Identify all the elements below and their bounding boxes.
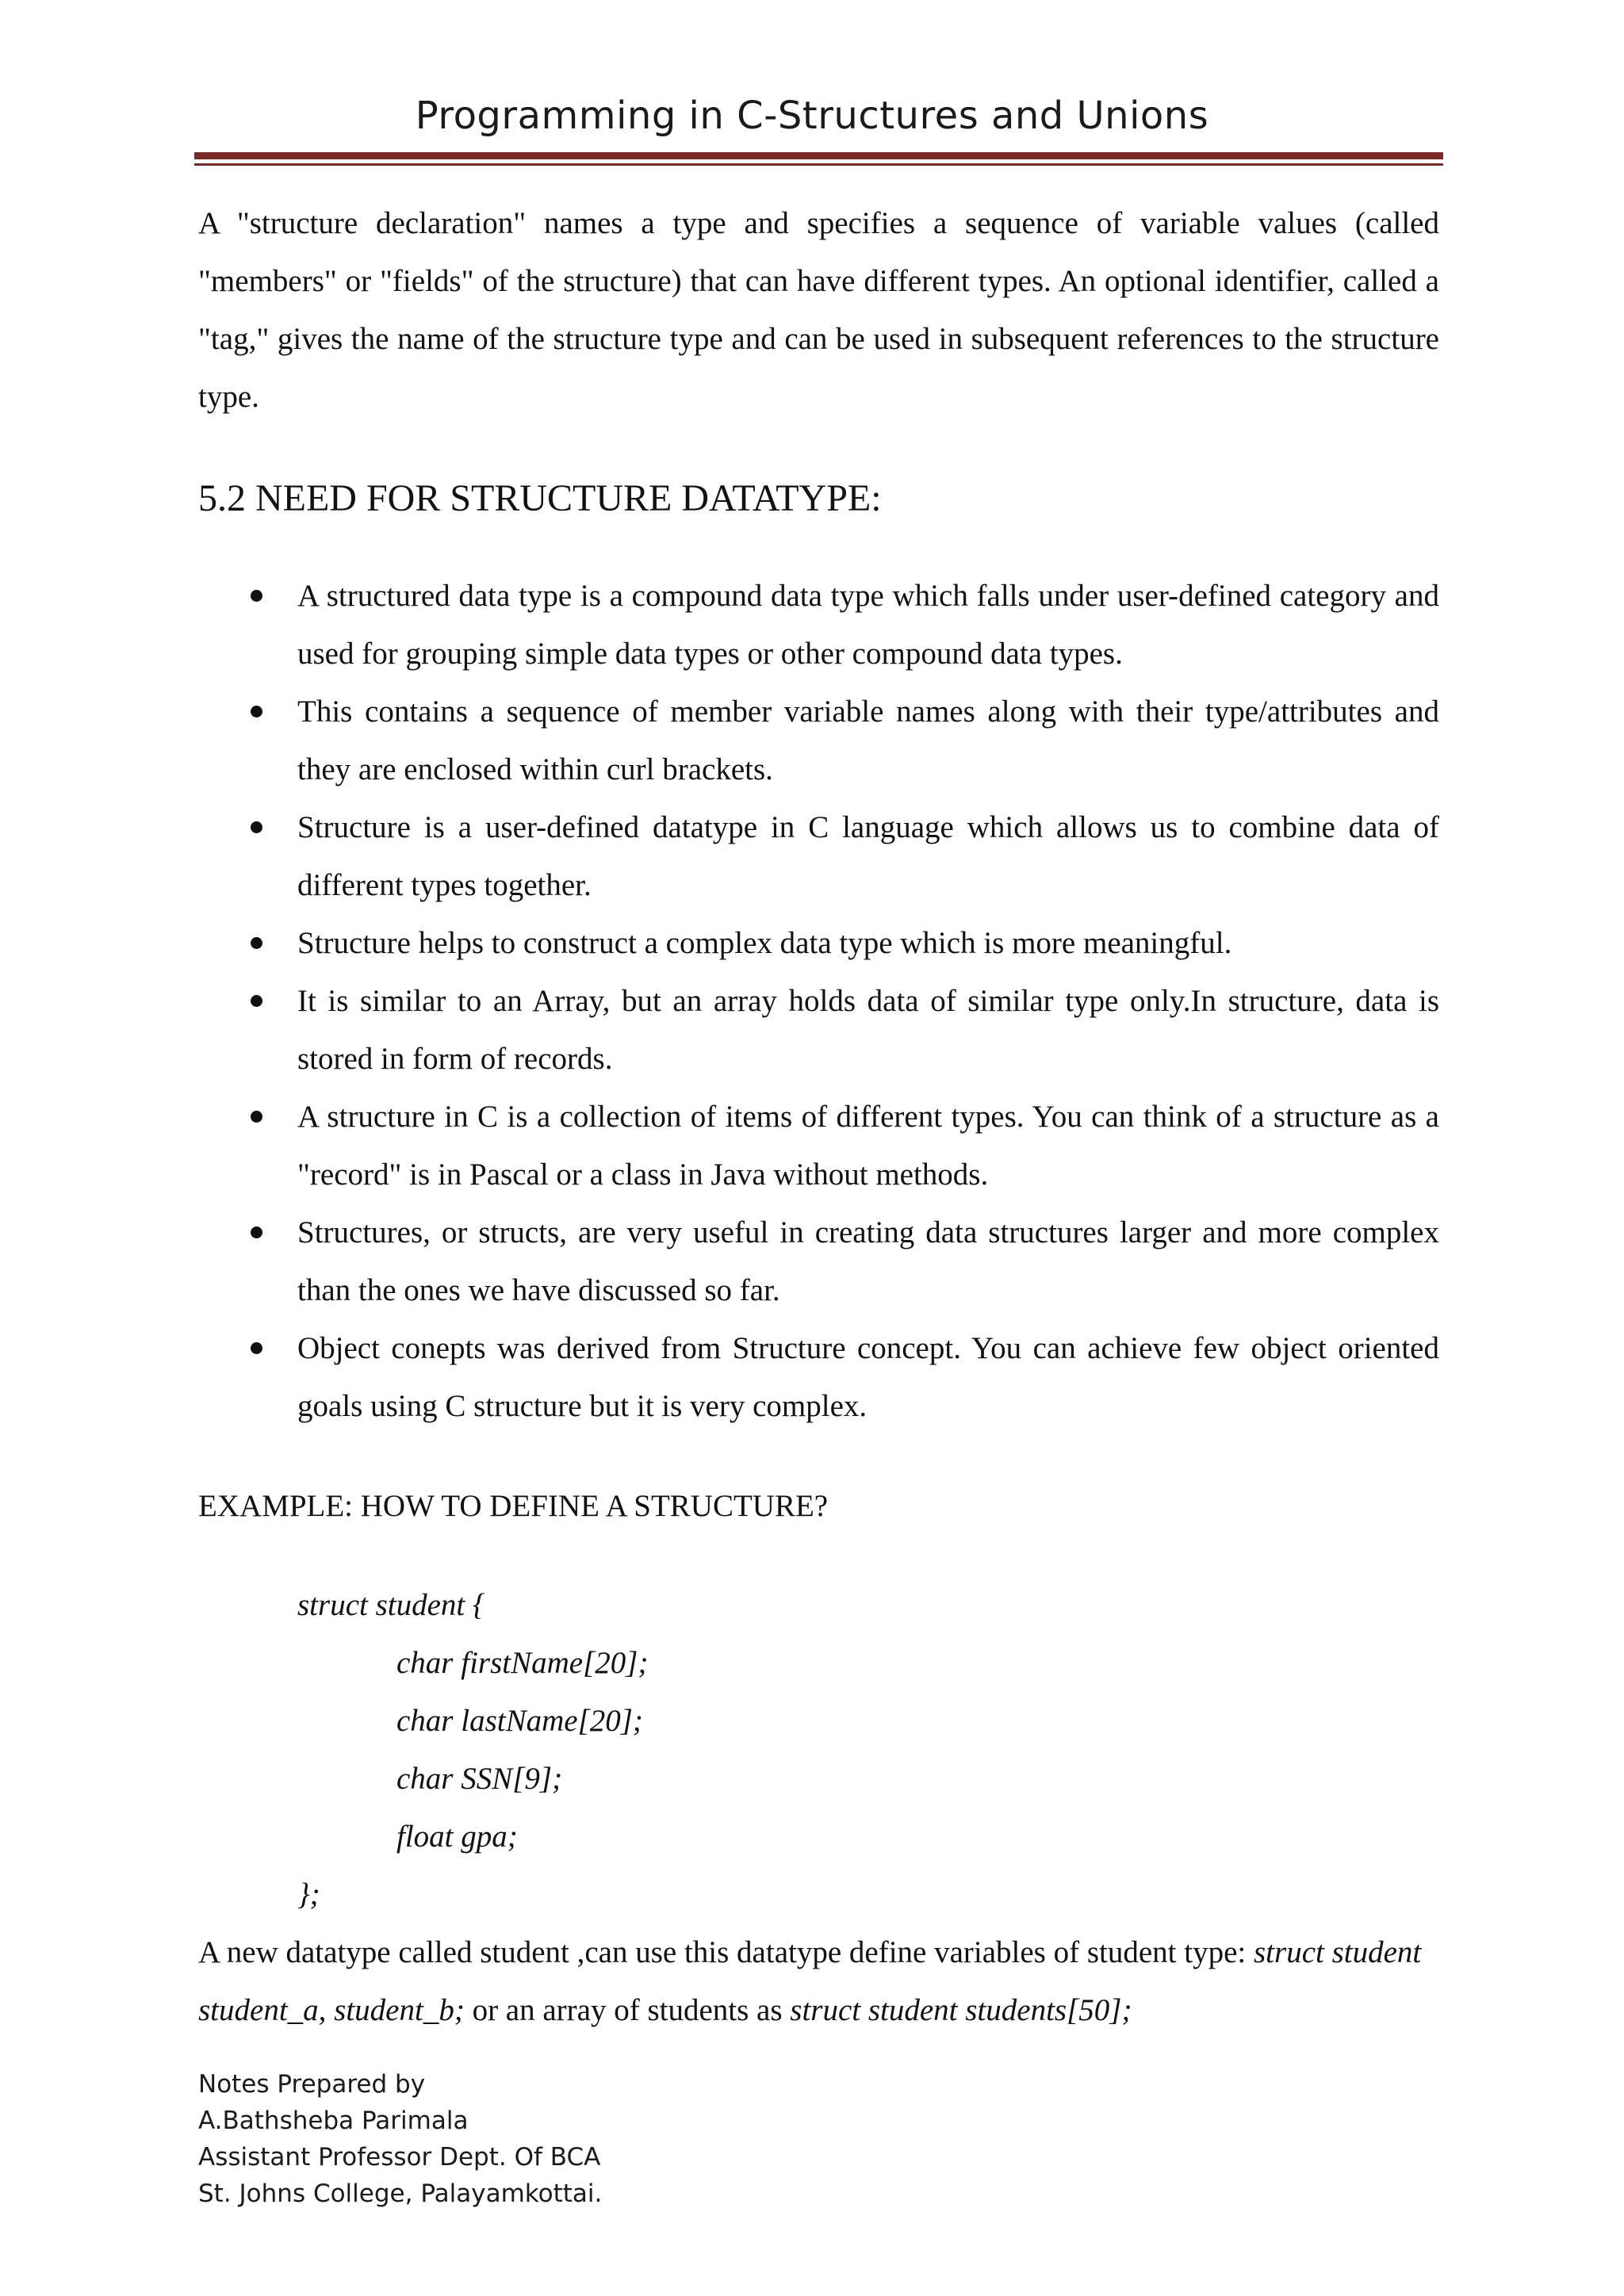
list-item-text: A structured data type is a compound data type which falls under user-defined category and used for grouping simple data types or other compound data types.	[297, 579, 1439, 671]
section-heading: 5.2 NEED FOR STRUCTURE DATATYPE:	[198, 477, 882, 519]
bullet-icon	[251, 590, 262, 602]
footer-position: Assistant Professor Dept. Of BCA	[198, 2143, 601, 2172]
code-block	[198, 1576, 1439, 1923]
footer-line: Notes Prepared by	[198, 2070, 426, 2099]
list-item	[198, 972, 1439, 1088]
example-heading: EXAMPLE: HOW TO DEFINE A STRUCTURE?	[198, 1489, 829, 1523]
code-line-close: };	[297, 1877, 320, 1911]
footer-notes	[198, 2066, 602, 2212]
list-item	[198, 1203, 1439, 1319]
footer-author: A.Bathsheba Parimala	[198, 2107, 469, 2135]
list-item	[198, 567, 1439, 683]
code-line-open: struct student {	[297, 1588, 485, 1622]
list-item	[198, 914, 1439, 972]
main-content	[198, 194, 1439, 2039]
header-rule-thick	[194, 152, 1443, 159]
bullet-icon	[251, 937, 262, 949]
code-line: char firstName[20];	[396, 1646, 649, 1680]
list-item-text: This contains a sequence of member variable names along with their type/attributes and they are enclosed within curl brackets.	[297, 695, 1439, 786]
bullet-icon	[251, 995, 262, 1007]
bullet-icon	[251, 706, 262, 718]
bullet-icon	[251, 821, 262, 833]
list-item-text: Structure helps to construct a complex data type which is more meaningful.	[297, 926, 1232, 960]
footer-institution: St. Johns College, Palayamkottai.	[198, 2179, 603, 2208]
list-item-text: It is similar to an Array, but an array holds data of similar type only.In structure, data is stored in form of records.	[297, 984, 1439, 1076]
bullet-icon	[251, 1226, 262, 1238]
bullet-icon	[251, 1111, 262, 1123]
code-line: float gpa;	[396, 1820, 518, 1854]
intro-paragraph: A "structure declaration" names a type and specifies a sequence of variable values (called "members" or "fields" of the structure) that can have different types. An optional identifier, called a "tag," gives the name of the structure type and can be used in subsequent references to the structure type.	[198, 206, 1439, 414]
list-item-text: Structures, or structs, are very useful in creating data structures larger and more complex than the ones we have discussed so far.	[297, 1215, 1439, 1307]
header-rule-thin	[194, 163, 1443, 166]
closing-text-part2: or an array of students as	[464, 1993, 791, 2027]
list-item-text: Object conepts was derived from Structure concept. You can achieve few object oriented goals using C structure but it is very complex.	[297, 1331, 1439, 1423]
page-header-title: Programming in C-Structures and Unions	[415, 94, 1209, 138]
list-item	[198, 683, 1439, 798]
list-item	[198, 1088, 1439, 1203]
list-item-text: Structure is a user-defined datatype in C language which allows us to combine data of different types together.	[297, 810, 1439, 902]
closing-text-part1: A new datatype called student ,can use this datatype define variables of student type:	[198, 1935, 1254, 1969]
bullet-icon	[251, 1342, 262, 1354]
list-item	[198, 1319, 1439, 1435]
list-item	[198, 798, 1439, 914]
bullet-list	[198, 567, 1439, 1435]
closing-code-2: struct student students[50];	[790, 1993, 1132, 2027]
code-line: char lastName[20];	[396, 1704, 643, 1738]
closing-paragraph	[198, 1923, 1439, 2039]
closing-code-1: struct student student_a, student_b;	[198, 1935, 1422, 2027]
list-item-text: A structure in C is a collection of items of different types. You can think of a structure as a "record" is in Pascal or a class in Java without methods.	[297, 1100, 1439, 1192]
code-line: char SSN[9];	[396, 1762, 563, 1796]
